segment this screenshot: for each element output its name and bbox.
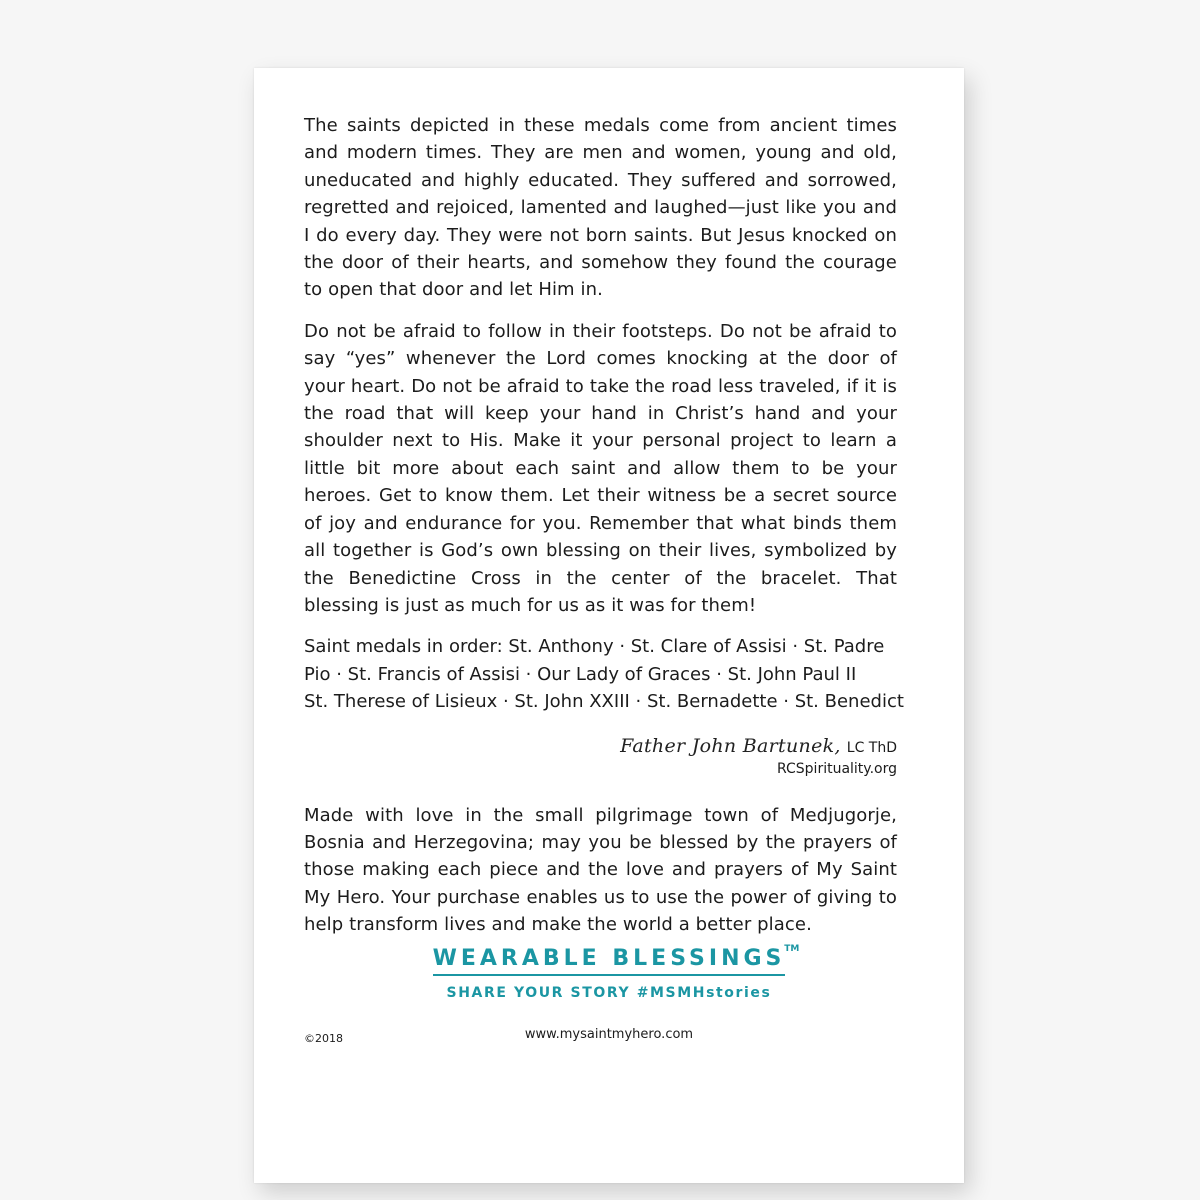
info-card (254, 68, 964, 1183)
card-content (304, 112, 904, 953)
signature-line (304, 736, 897, 759)
encouragement-paragraph: Do not be afraid to follow in their footsteps. Do not be afraid to say “yes” whenever the Lord comes knocking at the door of your heart. Do not be afraid to take the road less traveled, if it is the road that will keep your hand in Christ’s hand and your shoulder next to His. Make it your personal project to learn a little bit more about each saint and allow them to be your heroes. Get to know them. Let their witness be a secret source of joy and endurance for you. Remember that what binds them all together is God’s own blessing on their lives, symbolized by the Benedictine Cross in the center of the bracelet. That blessing is just as much for us as it was for them! (304, 320, 897, 616)
handwritten-signature: Father John Bartunek, (620, 734, 841, 757)
intro-paragraph: The saints depicted in these medals come from ancient times and modern times. They are men and women, young and old, uneducated and highly educated. They suffered and sorrowed, regretted and rejoiced, lamented and laughed—just like you and I do every day. They were not born saints. But Jesus knocked on the door of their hearts, and somehow they found the courage to open that door and let Him in. (304, 115, 897, 301)
trademark-mark: TM (784, 944, 800, 954)
brand-title (432, 944, 800, 976)
signature-block (304, 736, 897, 780)
signature-credentials: LC ThD (846, 739, 897, 756)
medal-list-line: St. Therese of Lisieux · St. John XXIII · St. Bernadette · St. Benedict (304, 691, 904, 713)
brand-subtitle: SHARE YOUR STORY #MSMHstories (446, 985, 772, 1001)
copyright: ©2018 (304, 1032, 343, 1045)
medal-list (304, 633, 904, 715)
brand-block (254, 946, 964, 1001)
medal-list-line: Saint medals in order: St. Anthony · St. Clare of Assisi · St. Padre (304, 636, 885, 658)
footer-website: www.mysaintmyhero.com (524, 1027, 694, 1042)
signature-website: RCSpirituality.org (776, 760, 897, 777)
medal-list-line: Pio · St. Francis of Assisi · Our Lady of Graces · St. John Paul II (304, 663, 857, 685)
made-with-love-paragraph: Made with love in the small pilgrimage town of Medjugorje, Bosnia and Herzegovina; may you be blessed by the prayers of those making each piece and the love and prayers of My Saint My Hero. Your purchase enables us to use the power of giving to help transform lives and make the world a better place. (304, 804, 897, 936)
brand-title-text: WEARABLE BLESSINGS (432, 946, 786, 971)
